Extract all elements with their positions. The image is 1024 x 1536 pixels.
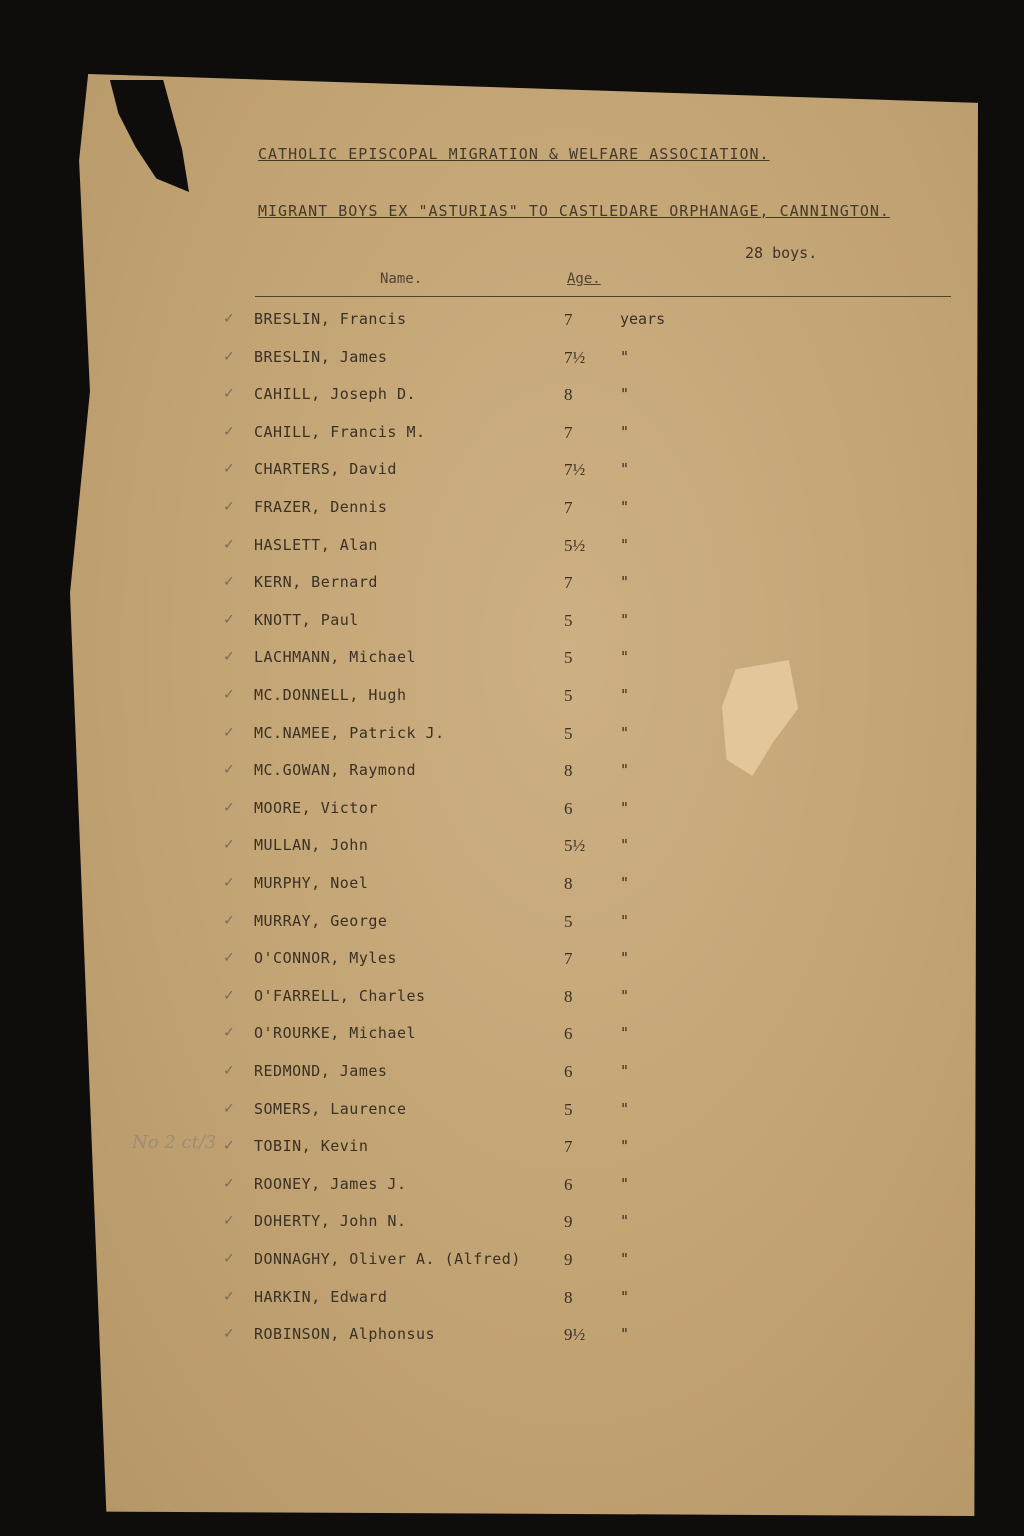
boy-name: KNOTT, Paul	[254, 610, 359, 629]
document-heading: CATHOLIC EPISCOPAL MIGRATION & WELFARE ASSOCIATION.	[258, 145, 770, 163]
boy-name: KERN, Bernard	[254, 573, 378, 592]
checkmark-icon: ✓	[224, 1210, 234, 1230]
checkmark-icon: ✓	[224, 684, 234, 703]
checkmark-icon: ✓	[224, 1022, 234, 1042]
checkmark-icon: ✓	[224, 345, 234, 365]
list-row	[224, 1062, 684, 1082]
boy-age: 9	[564, 1250, 573, 1269]
checkmark-icon: ✓	[224, 383, 234, 403]
list-row	[224, 909, 684, 932]
checkmark-icon: ✓	[224, 984, 234, 1004]
boys-count: 28 boys.	[745, 244, 818, 262]
boy-age: 8	[564, 874, 573, 893]
list-row	[224, 1285, 684, 1308]
boy-age: 5	[564, 911, 573, 931]
boy-name: O'CONNOR, Myles	[254, 949, 397, 968]
age-unit: "	[620, 1174, 630, 1193]
checkmark-icon: ✓	[224, 834, 234, 854]
age-unit: "	[620, 1137, 630, 1156]
age-unit: "	[620, 686, 630, 704]
checkmark-icon: ✓	[224, 1248, 234, 1267]
list-row	[224, 761, 684, 781]
list-row	[224, 836, 684, 856]
checkmark-icon: ✓	[224, 796, 234, 816]
boy-age: 7	[564, 949, 573, 969]
list-row	[224, 310, 684, 330]
boy-age: 8	[564, 385, 573, 405]
boy-age: 9	[564, 1212, 573, 1232]
boy-name: LACHMANN, Michael	[254, 648, 417, 667]
boy-age: 5½	[564, 535, 586, 555]
checkmark-icon: ✓	[224, 721, 234, 741]
column-header-name: Name.	[380, 271, 423, 287]
list-row	[224, 460, 684, 480]
boy-age: 5	[564, 610, 573, 630]
age-unit: years	[620, 310, 666, 328]
boy-age: 5	[564, 1099, 573, 1119]
checkmark-icon: ✓	[224, 1172, 234, 1192]
boy-age: 9½	[564, 1325, 586, 1345]
age-unit: "	[620, 986, 630, 1005]
age-unit: "	[620, 798, 630, 817]
checkmark-icon: ✓	[224, 759, 234, 779]
list-row	[224, 1172, 684, 1195]
boy-name: BRESLIN, James	[254, 347, 388, 366]
boy-age: 5	[564, 723, 573, 743]
age-unit: "	[620, 648, 630, 667]
age-unit: "	[620, 460, 630, 479]
list-row	[224, 721, 684, 744]
boy-name: CAHILL, Francis M.	[254, 422, 426, 441]
checkmark-icon: ✓	[224, 608, 234, 628]
age-unit: "	[620, 836, 630, 855]
list-row	[224, 385, 684, 405]
boy-age: 6	[564, 798, 573, 818]
boy-name: REDMOND, James	[254, 1062, 388, 1080]
pencil-annotation: No 2 ct/3	[132, 1132, 217, 1153]
list-row	[224, 533, 684, 556]
boy-name: MULLAN, John	[254, 836, 369, 855]
list-row	[224, 984, 684, 1007]
boy-name: CHARTERS, David	[254, 460, 397, 479]
checkmark-icon: ✓	[224, 909, 234, 929]
checkmark-icon: ✓	[224, 458, 234, 478]
list-row	[224, 420, 684, 443]
list-row	[224, 1212, 684, 1232]
age-unit: "	[620, 1099, 630, 1118]
boy-name: TOBIN, Kevin	[254, 1137, 369, 1156]
boy-age: 6	[564, 1024, 573, 1044]
boy-name: MC.GOWAN, Raymond	[254, 761, 417, 780]
checkmark-icon: ✓	[224, 1135, 234, 1155]
age-unit: "	[620, 422, 630, 441]
age-unit: "	[620, 498, 630, 516]
boy-name: MC.NAMEE, Patrick J.	[254, 723, 445, 742]
list-row	[224, 949, 684, 969]
boy-name: ROBINSON, Alphonsus	[254, 1325, 436, 1344]
document-subheading: MIGRANT BOYS EX "ASTURIAS" TO CASTLEDARE ORPHANAGE, CANNINGTON.	[258, 202, 890, 220]
boy-age: 7½	[564, 347, 586, 367]
header-rule	[255, 296, 951, 297]
boy-age: 7	[564, 1137, 573, 1157]
list-row	[224, 874, 684, 894]
age-unit: "	[620, 1024, 630, 1043]
age-unit: "	[620, 1287, 630, 1306]
checkmark-icon: ✓	[224, 308, 234, 327]
boy-name: DOHERTY, John N.	[254, 1212, 407, 1231]
list-row	[224, 648, 684, 668]
boy-name: SOMERS, Laurence	[254, 1099, 407, 1118]
list-row	[224, 498, 684, 518]
list-row	[224, 1137, 684, 1157]
boy-age: 5½	[564, 836, 586, 856]
boy-age: 5	[564, 686, 573, 705]
list-row	[224, 796, 684, 819]
list-row	[224, 1325, 684, 1345]
checkmark-icon: ✓	[224, 1060, 234, 1079]
boy-age: 8	[564, 986, 573, 1006]
list-row	[224, 345, 684, 368]
age-unit: "	[620, 1250, 630, 1268]
age-unit: "	[620, 610, 630, 629]
boy-name: MURRAY, George	[254, 911, 388, 930]
age-unit: "	[620, 1325, 630, 1344]
boy-name: CAHILL, Joseph D.	[254, 385, 417, 404]
list-row	[224, 1250, 684, 1270]
checkmark-icon: ✓	[224, 571, 234, 591]
checkmark-icon: ✓	[224, 1285, 234, 1305]
boy-name: MC.DONNELL, Hugh	[254, 686, 407, 704]
boy-name: DONNAGHY, Oliver A. (Alfred)	[254, 1250, 521, 1268]
checkmark-icon: ✓	[224, 646, 234, 666]
boy-age: 8	[564, 1287, 573, 1307]
list-row	[224, 1024, 684, 1044]
boy-age: 8	[564, 761, 573, 781]
checkmark-icon: ✓	[224, 947, 234, 967]
checkmark-icon: ✓	[224, 420, 234, 440]
boy-name: O'ROURKE, Michael	[254, 1024, 417, 1043]
boy-age: 7	[564, 573, 573, 593]
age-unit: "	[620, 385, 630, 404]
checkmark-icon: ✓	[224, 1323, 234, 1343]
boy-age: 6	[564, 1174, 573, 1194]
list-row	[224, 573, 684, 593]
boy-age: 7	[564, 422, 573, 442]
checkmark-icon: ✓	[224, 872, 234, 891]
age-unit: "	[620, 761, 630, 780]
checkmark-icon: ✓	[224, 496, 234, 515]
boy-age: 5	[564, 648, 573, 668]
boy-name: BRESLIN, Francis	[254, 310, 407, 328]
age-unit: "	[620, 1062, 630, 1080]
age-unit: "	[620, 1212, 630, 1231]
column-header-age: Age.	[567, 271, 601, 287]
boy-age: 7	[564, 498, 573, 517]
boy-age: 7	[564, 310, 573, 329]
boy-name: HARKIN, Edward	[254, 1287, 388, 1306]
age-unit: "	[620, 949, 630, 968]
list-row	[224, 686, 684, 706]
boy-age: 6	[564, 1062, 573, 1081]
checkmark-icon: ✓	[224, 1097, 234, 1117]
boy-name: O'FARRELL, Charles	[254, 986, 426, 1005]
age-unit: "	[620, 347, 630, 366]
age-unit: "	[620, 573, 630, 592]
age-unit: "	[620, 911, 630, 930]
boy-age: 7½	[564, 460, 586, 480]
age-unit: "	[620, 874, 630, 892]
checkmark-icon: ✓	[224, 533, 234, 553]
list-row	[224, 608, 684, 631]
list-row	[224, 1097, 684, 1120]
boy-name: MOORE, Victor	[254, 798, 378, 817]
boy-name: ROONEY, James J.	[254, 1174, 407, 1193]
boy-name: FRAZER, Dennis	[254, 498, 388, 516]
boy-name: MURPHY, Noel	[254, 874, 369, 892]
boy-name: HASLETT, Alan	[254, 535, 378, 554]
age-unit: "	[620, 723, 630, 742]
age-unit: "	[620, 535, 630, 554]
